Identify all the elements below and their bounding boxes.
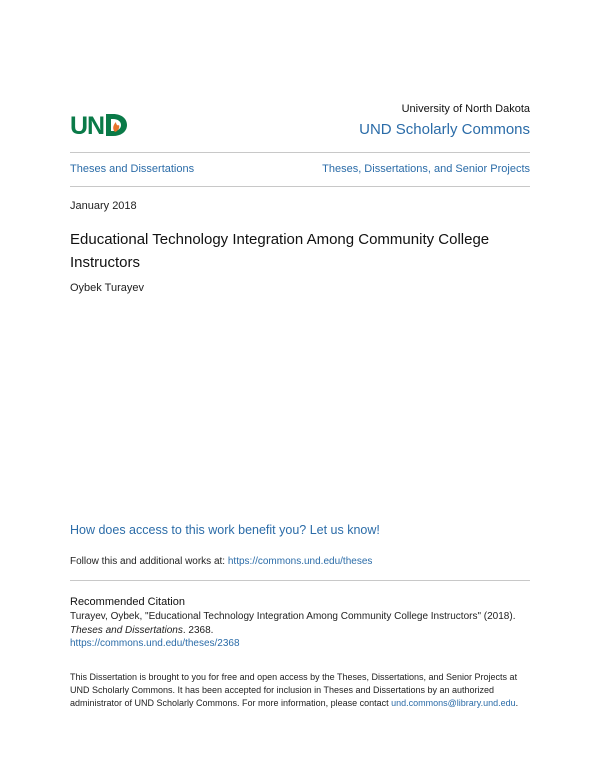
citation-series: Theses and Dissertations	[70, 624, 183, 636]
svg-text:UN: UN	[70, 112, 105, 140]
document-title: Educational Technology Integration Among Community College Instructors	[70, 231, 490, 271]
follow-line	[70, 556, 372, 567]
follow-text: Follow this and additional works at:	[70, 556, 228, 567]
citation-url-link[interactable]: https://commons.und.edu/theses/2368	[70, 638, 240, 649]
author-name: Oybek Turayev	[70, 282, 144, 294]
repository-name[interactable]: UND Scholarly Commons	[359, 121, 530, 138]
citation-text: Turayev, Oybek, "Educational Technology Integration Among Community College Instructors" (2018).	[70, 611, 516, 622]
access-notice	[70, 671, 530, 710]
collection-link-senior-projects[interactable]: Theses, Dissertations, and Senior Projects	[322, 163, 530, 175]
collection-link-theses[interactable]: Theses and Dissertations	[70, 163, 195, 175]
institution-block	[359, 102, 530, 141]
collection-url-link[interactable]: https://commons.und.edu/theses	[227, 556, 373, 567]
contact-email-link[interactable]: und.commons@library.und.edu	[391, 698, 516, 708]
notice-end: .	[515, 698, 519, 708]
publication-date: January 2018	[70, 200, 137, 212]
divider	[70, 186, 530, 187]
citation-number: . 2368.	[182, 624, 214, 636]
citation-heading: Recommended Citation	[70, 596, 185, 608]
notice-text: This Dissertation is brought to you for free and open access by the Theses, Dissertations, and Senior Projects at UND Scholarly Commons. It has been accepted for inclusion in Theses and Dissertations by an authorized administrator of UND Scholarly Commons. For more information, please contact	[70, 672, 518, 708]
divider	[70, 152, 530, 153]
divider	[70, 580, 530, 581]
institution-name: University of North Dakota	[401, 103, 530, 115]
feedback-link[interactable]: How does access to this work benefit you? Let us know!	[70, 523, 380, 537]
citation-body	[70, 610, 530, 651]
und-logo	[70, 110, 130, 140]
